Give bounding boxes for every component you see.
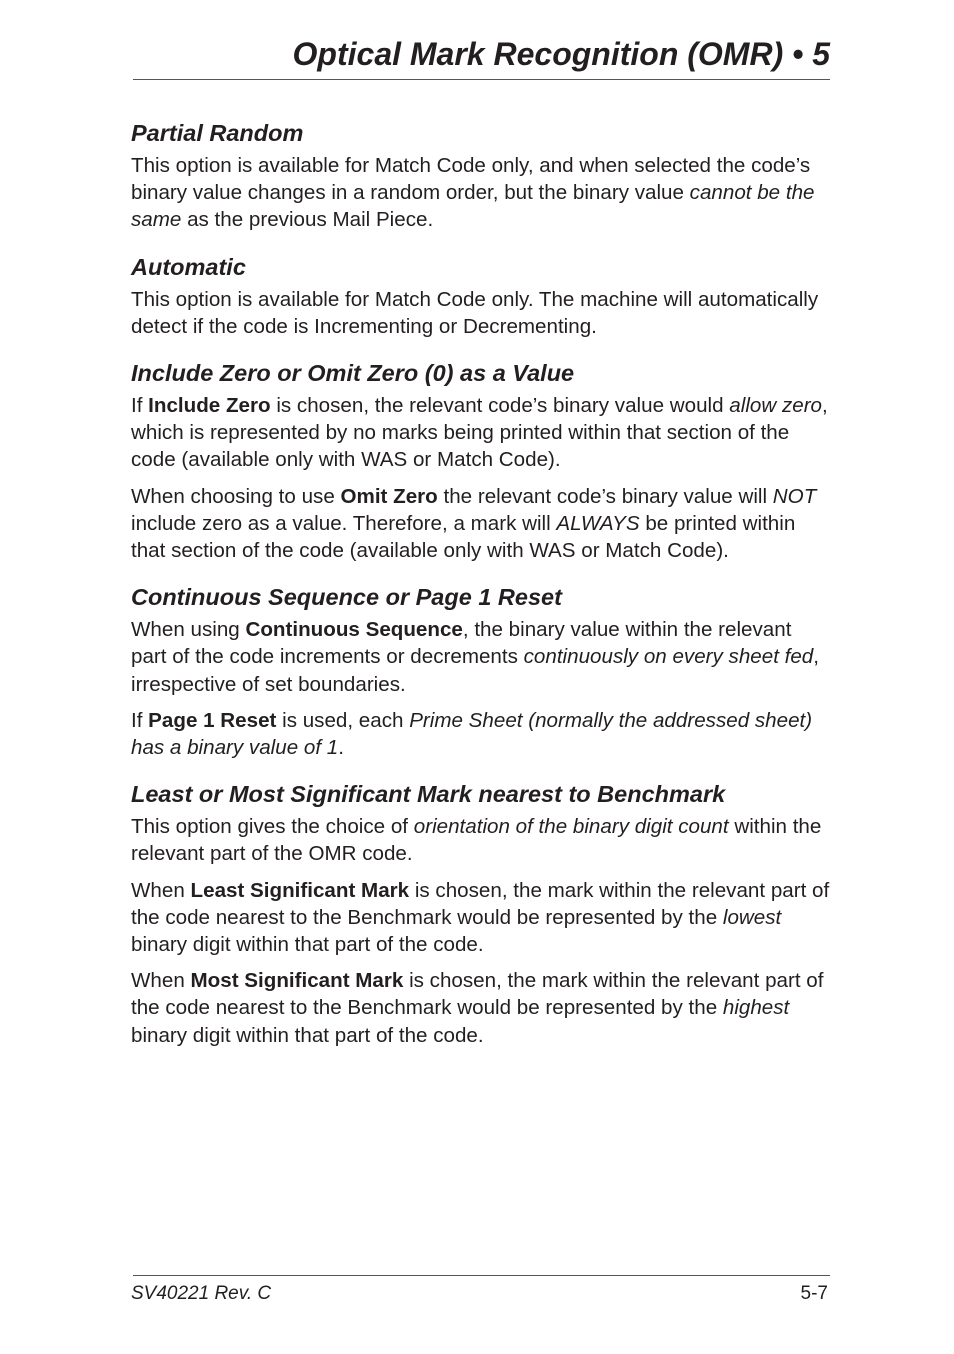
bold-term: Continuous Sequence [245, 618, 463, 642]
text-run: . [338, 736, 344, 760]
text-run: the relevant code’s binary value will [437, 484, 773, 508]
emphasis-text: ALWAYS [556, 511, 640, 535]
text-run: When [131, 878, 191, 902]
text-run: If [131, 708, 149, 732]
footer-document-id: SV40221 Rev. C [131, 1283, 272, 1304]
section-heading: Least or Most Significant Mark nearest to Benchmark [131, 781, 726, 808]
text-run: When [131, 969, 191, 993]
text-run: within the relevant part of the OMR code. [131, 815, 822, 866]
section-paragraph [131, 152, 831, 234]
text-run: This option is available for Match Code only, and when selected the code’s binary value changes in a random order, but the binary value [131, 154, 811, 205]
text-run: binary digit within that part of the code. [131, 1023, 484, 1047]
text-run: , the binary value within the relevant part of the code increments or decrements [131, 618, 792, 669]
text-run: is chosen, the relevant code’s binary value would [270, 394, 730, 418]
bold-term: Least Significant Mark [190, 878, 410, 902]
section-significant-mark [131, 779, 831, 1049]
emphasis-text: cannot be the same [131, 181, 815, 232]
emphasis-text: NOT [772, 484, 817, 508]
section-paragraph [131, 286, 831, 340]
bold-term: Omit Zero [340, 484, 438, 508]
footer-page-number: 5-7 [800, 1283, 828, 1304]
emphasis-text: Prime Sheet (normally the addressed sheet) has a binary value of 1 [131, 708, 813, 760]
emphasis-text: highest [722, 996, 790, 1020]
section-paragraph [131, 877, 831, 959]
text-run: binary digit within that part of the code. [131, 933, 484, 957]
emphasis-text: allow zero [729, 394, 823, 418]
page-content [131, 118, 831, 1067]
section-paragraph [131, 483, 831, 565]
bold-term: Most Significant Mark [190, 969, 404, 993]
section-automatic [131, 252, 831, 340]
section-paragraph [131, 616, 831, 698]
emphasis-text: lowest [722, 905, 782, 929]
section-heading: Include Zero or Omit Zero (0) as a Value [131, 360, 575, 387]
section-paragraph [131, 813, 831, 867]
text-run: This option gives the choice of [131, 815, 414, 839]
text-run: include zero as a value. Therefore, a mark will [131, 511, 557, 535]
header-divider [133, 79, 830, 80]
text-run: , which is represented by no marks being printed within that section of the code (available only with WAS or Match Code). [131, 394, 828, 472]
text-run: If [131, 394, 149, 418]
page-header-title: Optical Mark Recognition (OMR) • 5 [292, 36, 830, 72]
emphasis-text: orientation of the binary digit count [413, 815, 729, 839]
section-paragraph [131, 967, 831, 1049]
section-heading: Continuous Sequence or Page 1 Reset [131, 584, 562, 611]
section-paragraph [131, 392, 831, 474]
text-run: be printed within that section of the code (available only with WAS or Match Code). [131, 511, 796, 563]
section-heading: Partial Random [131, 120, 304, 146]
section-paragraph [131, 707, 831, 761]
text-run: is chosen, the mark within the relevant part of the code nearest to the Benchmark would be represented by the [131, 878, 830, 929]
text-run: is chosen, the mark within the relevant part of the code nearest to the Benchmark would be represented by the [131, 969, 824, 1020]
text-run: When choosing to use [131, 484, 341, 508]
section-partial-random [131, 118, 831, 234]
text-run: as the previous Mail Piece. [181, 208, 434, 232]
bold-term: Page 1 Reset [148, 708, 277, 732]
text-run: is used, each [276, 708, 410, 732]
text-run: , irrespective of set boundaries. [131, 645, 819, 696]
section-heading: Automatic [131, 253, 246, 280]
bold-term: Include Zero [148, 394, 271, 418]
section-continuous-sequence [131, 582, 831, 761]
text-run: When using [131, 618, 246, 642]
text-run: This option is available for Match Code only. The machine will automatically detect if the code is Incrementing or Decrementing. [131, 287, 819, 338]
emphasis-text: continuously on every sheet fed [523, 645, 814, 669]
footer-divider [133, 1275, 830, 1276]
section-include-omit-zero [131, 358, 831, 564]
